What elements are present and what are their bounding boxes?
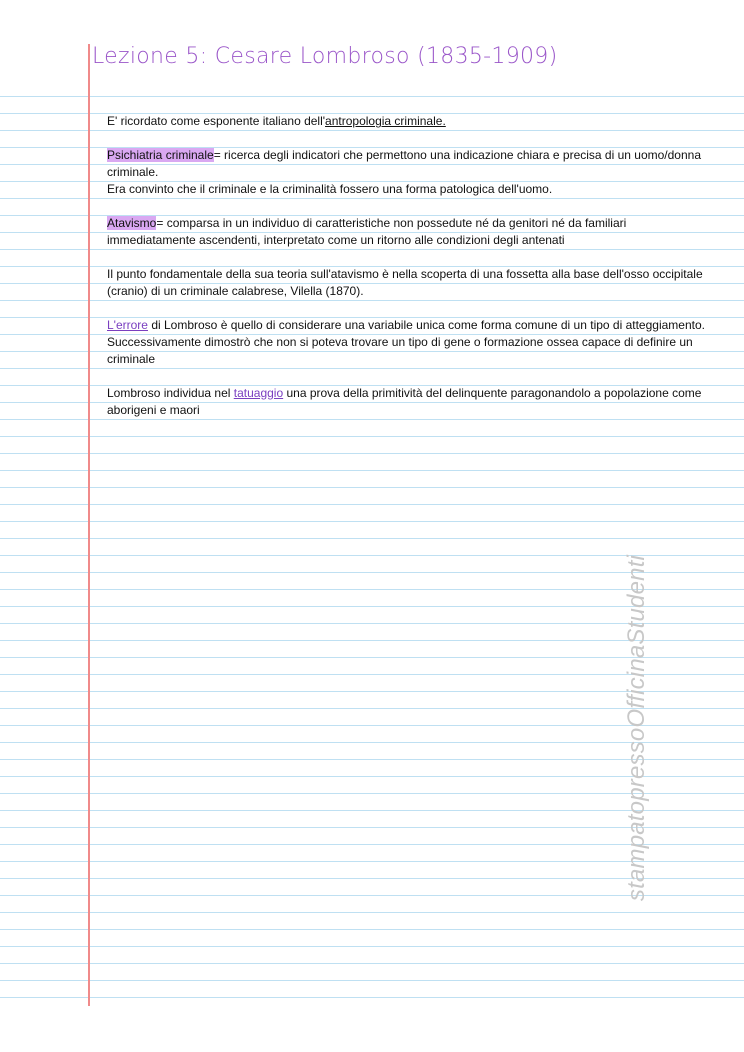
- paragraph-antropologia: [107, 113, 707, 130]
- highlighted-term: Psichiatria criminale: [107, 148, 214, 162]
- paragraph-text: di Lombroso è quello di considerare una variabile unica come forma comune di un tipo di atteggiamento. Successivamente dimostrò che non si poteva trovare un tipo di gene o formazione ossea capace di definire un criminale: [107, 318, 705, 366]
- margin-line: [88, 44, 90, 1006]
- paragraph-text: = comparsa in un individuo di caratteristiche non possedute né da genitori né da familiari immediatamente ascendenti, interpretato come un ritorno alle condizioni degli antenati: [107, 216, 627, 247]
- paragraph-text: E' ricordato come esponente italiano dell': [107, 114, 326, 128]
- page-footer-area: [0, 1006, 744, 1052]
- paragraph-text-line2: Era convinto che il criminale e la criminalità fossero una forma patologica dell'uomo.: [107, 182, 553, 196]
- paragraph-atavismo: [107, 215, 707, 249]
- paragraph-errore: [107, 317, 707, 368]
- paragraph-text: = ricerca degli indicatori che permettono una indicazione chiara e precisa di un uomo/donna criminale.: [107, 148, 701, 179]
- paragraph-tatuaggio: [107, 385, 707, 419]
- paragraph-text-after: una prova della primitività del delinquente paragonandolo a popolazione come aborigeni e maori: [107, 386, 702, 417]
- tatuaggio-link[interactable]: tatuaggio: [233, 386, 284, 400]
- paragraph-psichiatria: [107, 147, 707, 198]
- page-title: Lezione 5: Cesare Lombroso (1835-1909): [92, 44, 558, 69]
- watermark-text: stampatopressoOfficinaStudenti: [623, 554, 650, 902]
- paragraph-fossetta: [107, 266, 707, 300]
- underlined-term: antropologia criminale.: [325, 114, 446, 128]
- errore-link[interactable]: L'errore: [107, 318, 148, 332]
- paragraph-text: Il punto fondamentale della sua teoria sull'atavismo è nella scoperta di una fossetta alla base dell'osso occipitale (cranio) di un criminale calabrese, Vilella (1870).: [107, 267, 703, 298]
- paragraph-text: Lombroso individua nel: [107, 386, 234, 400]
- highlighted-term: Atavismo: [107, 216, 157, 230]
- notes-body: [107, 113, 707, 436]
